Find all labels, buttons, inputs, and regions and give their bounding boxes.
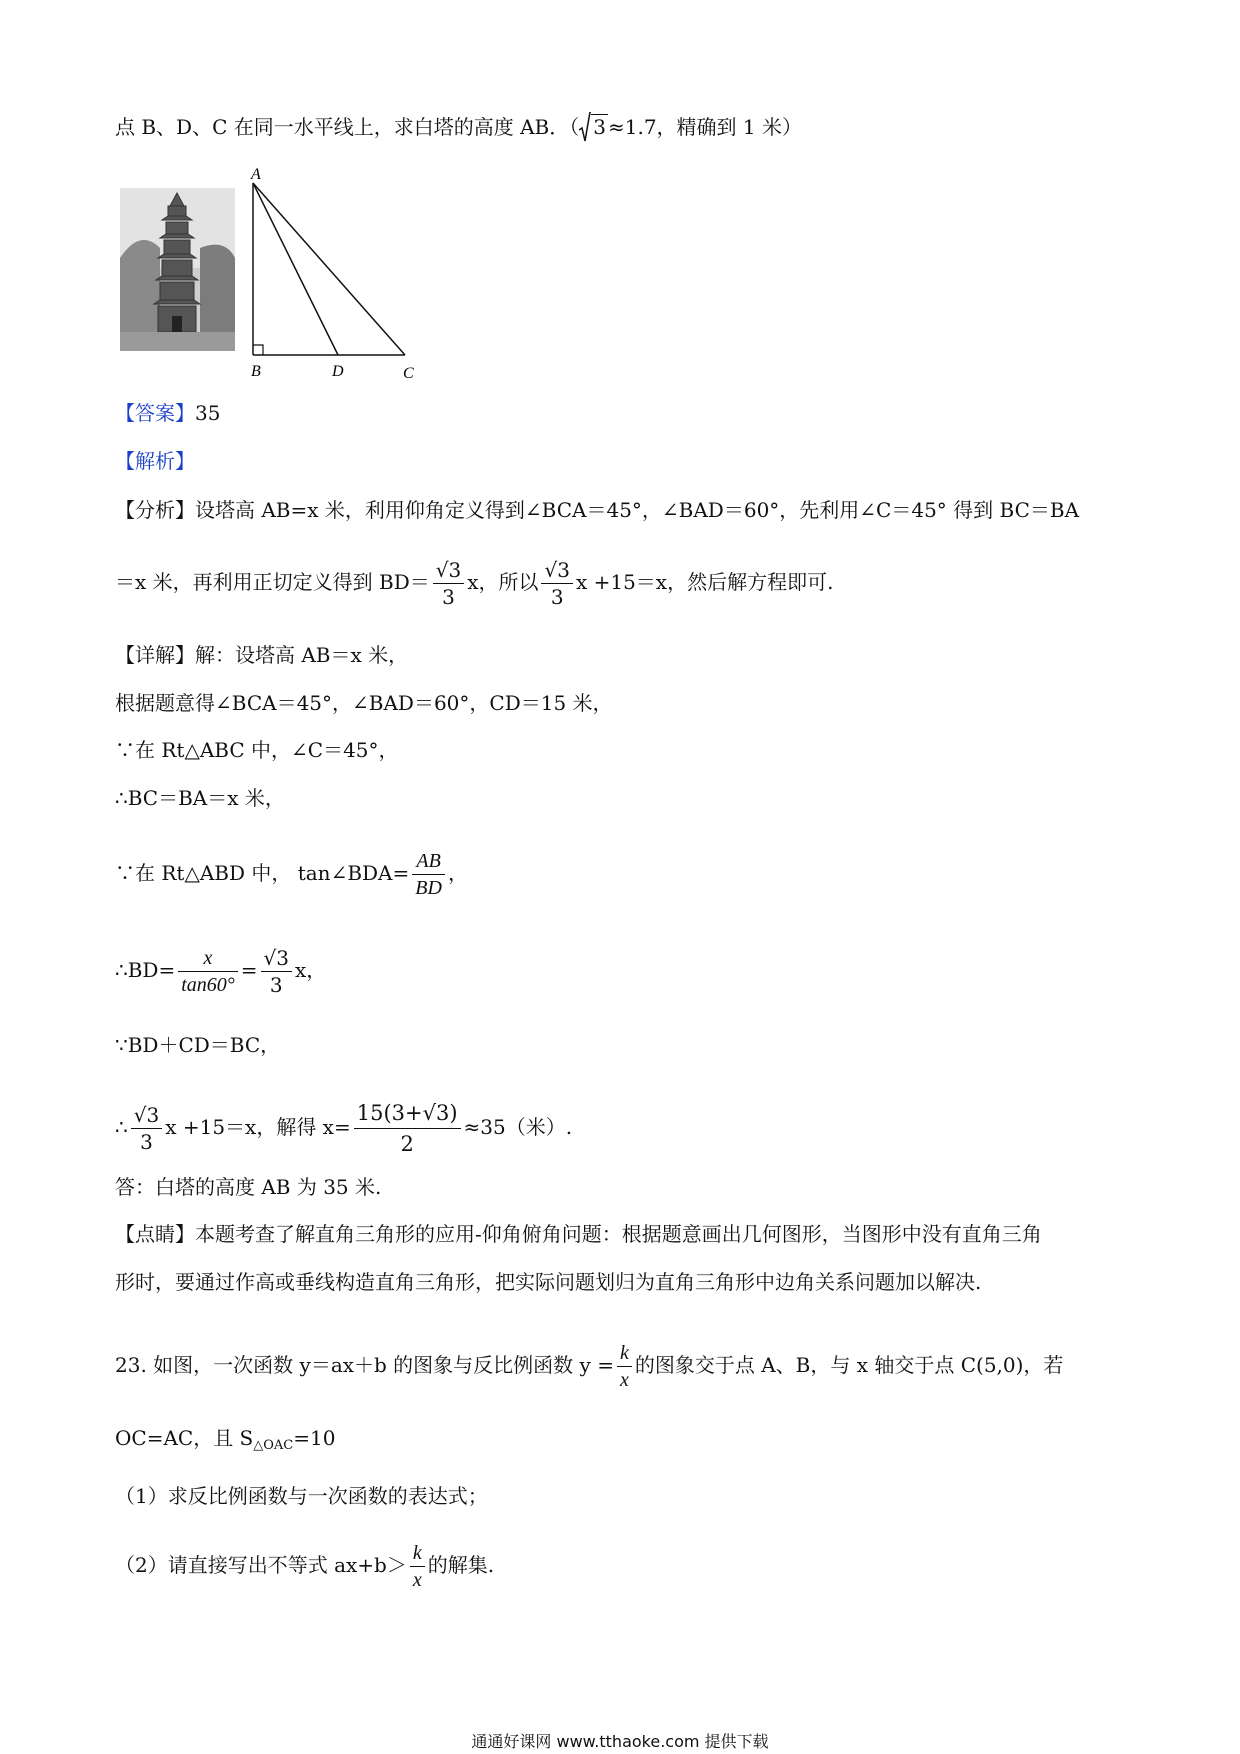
sqrt-3: 3 [579,112,608,142]
fraction-k-over-x: $\frac{k}{x}$ [410,1540,425,1593]
pagoda-photo [120,188,235,351]
fenxi-line1: 【分析】设塔高 AB=x 米，利用仰角定义得到∠BCA＝45°，∠BAD＝60°，先利用∠C＝45° 得到 BC＝BA [115,498,1080,522]
detail-line7: ∵BD＋CD＝BC， [115,1033,281,1057]
problem22-condition: 点 B、D、C 在同一水平线上，求白塔的高度 AB．（ 3 ≈1.7，精确到 1 米） [115,112,802,142]
problem23-q1: （1）求反比例函数与一次函数的表达式； [115,1484,488,1508]
fenxi-line2: ＝x 米，再利用正切定义得到 BD＝ $\frac{√3}{3}$ x，所以 $\frac{√3}{3}$ x +15＝x，然后解方程即可. [115,558,834,609]
footer-watermark: 通通好课网 www.tthaoke.com 提供下载 [471,1732,769,1751]
fraction-sqrt3-over-3: $\frac{√3}{3}$ [433,557,464,610]
label-B: B [251,363,261,380]
fraction-ab-over-bd: $\frac{AB}{BD}$ [412,848,445,901]
label-A: A [251,166,261,183]
fraction-sqrt3-over-3: $\frac{√3}{3}$ [131,1102,162,1155]
detail-line2: 根据题意得∠BCA＝45°，∠BAD＝60°，CD＝15 米， [115,691,613,715]
label-C: C [403,365,414,380]
answer-line [115,398,220,428]
detail-line1: 【详解】解：设塔高 AB＝x 米， [115,643,409,667]
problem23-q2: （2）请直接写出不等式 ax+b＞ $\frac{k}{x}$ 的解集. [115,1542,495,1591]
fraction-x-over-tan60: $\frac{x}{\tan 60^\circ}$ [178,945,238,998]
detail-line8: ∴ $\frac{√3}{3}$ x +15＝x，解得 x= $\frac{15(3+√3)}{2}$ ≈35（米）. [115,1092,572,1162]
fraction-solution: $\frac{15(3+√3)}{2}$ [354,1098,461,1159]
detail-answer: 答：白塔的高度 AB 为 35 米. [115,1175,382,1199]
problem23-line2: OC=AC，且 $S_{\triangle OAC}=10$ [115,1426,336,1453]
label-D: D [332,363,344,380]
dianjing-line1: 【点睛】本题考查了解直角三角形的应用-仰角俯角问题：根据题意画出几何图形，当图形中没有直角三角 [115,1222,1042,1246]
analysis-heading: 【解析】 [115,449,195,473]
answer-value: 35 [195,401,221,425]
problem23-line1: 23. 如图，一次函数 y＝ax＋b 的图象与反比例函数 y = $\frac{k}{x}$ 的图象交于点 A、B，与 x 轴交于点 C(5,0)，若 [115,1342,1064,1391]
detail-line6: ∴BD= $\frac{x}{\tan 60^\circ}$ = $\frac{√3}{3}$ x， [115,946,327,997]
triangle-diagram [245,165,420,380]
detail-line3: ∵在 Rt△ABC 中，∠C＝45°， [115,738,399,762]
fraction-sqrt3-over-3: $\frac{√3}{3}$ [541,557,572,610]
dianjing-line2: 形时，要通过作高或垂线构造直角三角形，把实际问题划归为直角三角形中边角关系问题加以解决. [115,1270,982,1294]
detail-line5: ∵在 Rt△ABD 中， tan∠BDA= $\frac{AB}{BD}$ ， [115,850,468,899]
detail-line4: ∴BC＝BA＝x 米， [115,786,285,810]
fraction-sqrt3-over-3: $\frac{√3}{3}$ [261,945,292,998]
answer-label: 【答案】 [115,401,195,425]
fraction-k-over-x: $\frac{k}{x}$ [617,1340,632,1393]
